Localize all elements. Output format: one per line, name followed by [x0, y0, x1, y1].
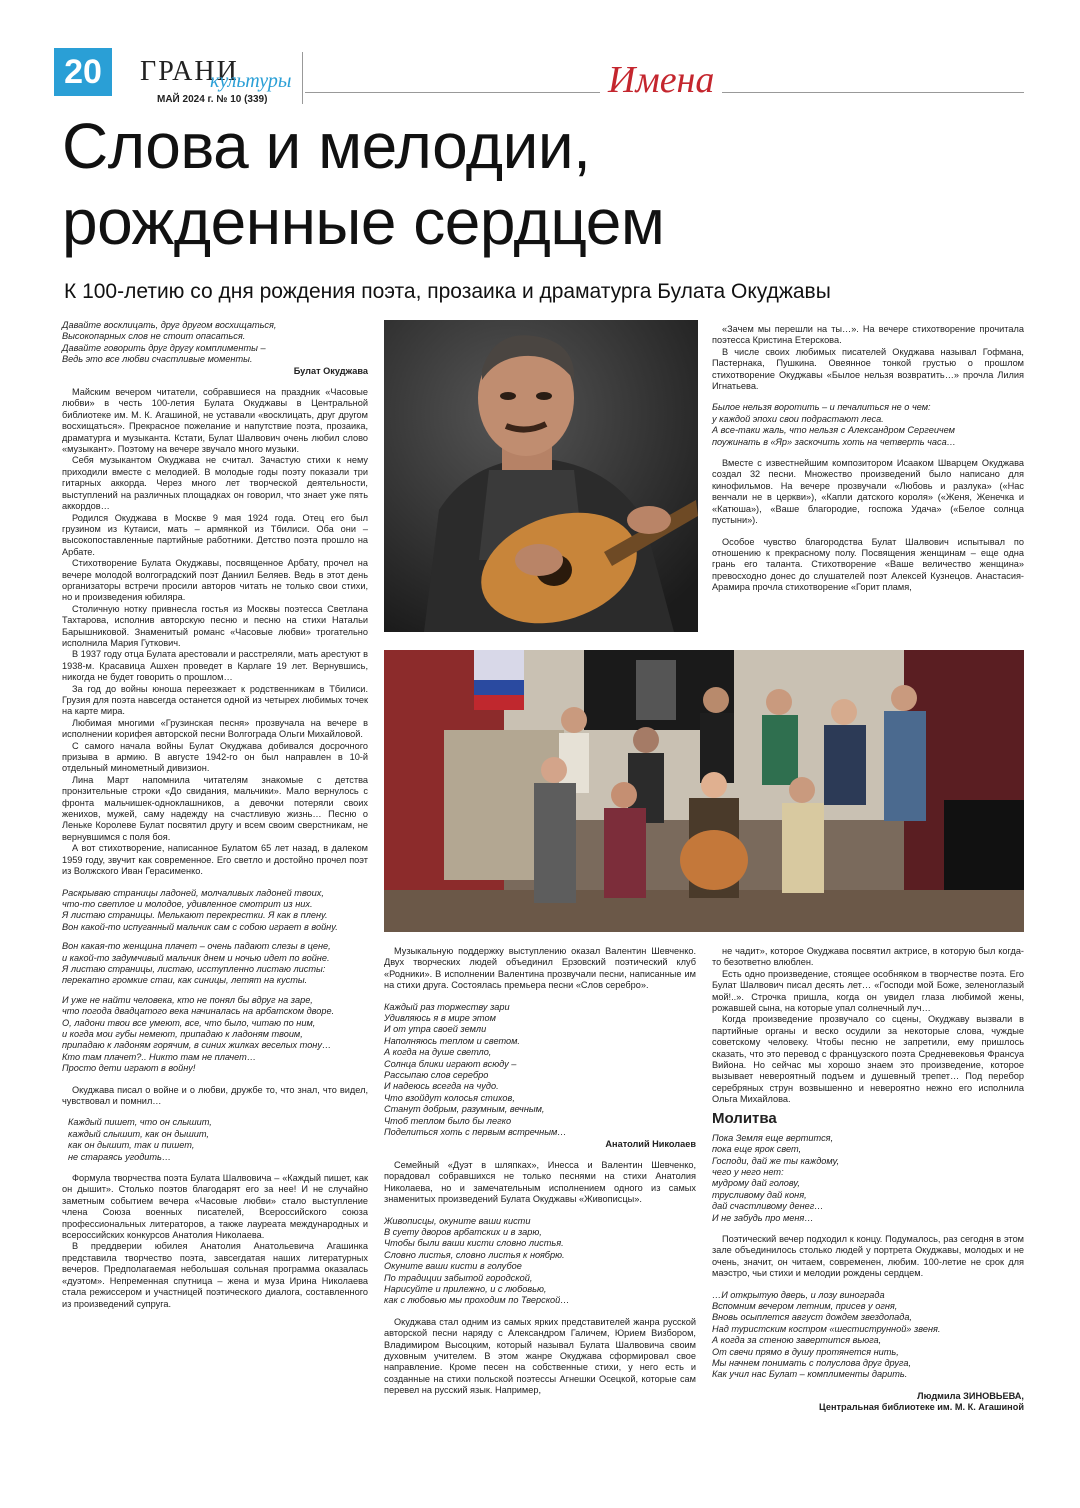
poem-author: Анатолий Николаев	[605, 1138, 696, 1149]
poem-line: Окуните ваши кисти в голубое	[384, 1261, 522, 1272]
poem-line: пока еще ярок свет,	[712, 1144, 802, 1155]
poem-line: В суету дворов арбатских и в зарю,	[384, 1226, 542, 1237]
column-1	[62, 320, 368, 1310]
section-rubric: Имена	[600, 58, 722, 102]
paragraph: А вот стихотворение, написанное Булатом 65 лет назад, в далеком 1959 году, звучит как современное. Его светло и достойно прочел поэт из Волжского Иван Герасименко.	[62, 843, 368, 877]
poem-line: у каждой эпохи свои подрастают леса.	[712, 413, 884, 424]
paragraph: Поэтический вечер подходил к концу. Подумалось, раз сегодня в этом зале объединилось столько людей у портрета Окуджавы, молодых и не очень, значит, он читаем, современен, любим. 100-летие не срок для маэстро, чьи стихи и мелодии рождены сердцем.	[712, 1233, 1024, 1279]
poem-line: По традиции забытой городской,	[384, 1272, 533, 1283]
poem-line: И уже не найти человека, кто не понял бы вдруг на заре,	[62, 994, 313, 1005]
paragraph: «Зачем мы перешли на ты…». На вечере стихотворение прочитала поэтесса Кристина Етерскова.	[712, 324, 1024, 346]
paragraph: Когда произведение прозвучало со сцены, Окуджаву вызвали в партийные органы и веско осудили за некоторые слова, чуждые советскому человеку. Чтобы песню не запретили, ему пришлось сказать, что это перевод с французского поэта Средневековья Франсуа Вийона. Но сейчас мы хорошо знаем это произведение, которое вызывает невероятный подъем и душевный трепет… Под перебор серебряных струн возвышенно и невероятно нежно его исполнила Ольга Михайлова.	[712, 1014, 1024, 1105]
poem-line: как он дышит, так и пишет,	[68, 1140, 195, 1151]
paragraph: Родился Окуджава в Москве 9 мая 1924 года. Отец его был грузином из Кутаиси, мать – армянкой из Тбилиси. Оба они – высокопоставленные партийные работники. Детство поэта прошло на Арбате.	[62, 512, 368, 557]
poem-line	[62, 987, 368, 995]
poem-line: чего у него нет:	[712, 1166, 784, 1177]
epigraph-line: Давайте говорить друг другу комплименты –	[62, 342, 266, 353]
paragraph: Столичную нотку привнесла гостья из Москвы поэтесса Светлана Тахтарова, исполнив авторскую песню и песню на стихи Натальи Барышниковой. Знаменитый романс «Часовые любви» трогательно исполнила Мария Гуткович.	[62, 603, 368, 648]
epigraph-author: Булат Окуджава	[293, 365, 368, 376]
poem-line: Вспомним вечером летним, присев у огня,	[712, 1300, 898, 1311]
column-1-paragraphs-end	[62, 1173, 368, 1310]
headline-line-1: Слова и мелодии,	[62, 110, 591, 182]
paragraph: В 1937 году отца Булата арестовали и расстреляли, мать арестуют в 1938-м. Красавица Ашхен проведет в Карлаге 19 лет. Вернувшись, никогда не будет говорить о прошлом…	[62, 649, 368, 683]
paragraph: Музыкальную поддержку выступлению оказал Валентин Шевченко. Двух творческих людей объединил Ерзовский поэтический клуб «Родники». В исполнении Валентина прозвучали песни, написанные им на стихи друга. Состоялась премьера песни «Слов серебро».	[384, 946, 696, 991]
poem-line: Станут добрым, разумным, вечным,	[384, 1104, 545, 1115]
poem-line: Нарисуйте и прилежно, и с любовью,	[384, 1283, 547, 1294]
poem-line: Чтоб теплом было бы легко	[384, 1115, 512, 1126]
paragraph: Особое чувство благородства Булат Шалвович испытывал по отношению к прекрасному полу. Посвящения женщинам – еще одна грань его таланта. Стихотворение «Ваше величество женщина» превосходно донес до слушателей поэт Алексей Кузнецов. Анастасия-Арамира прочла стихотворение «Горит пламя,	[712, 536, 1024, 593]
paragraph: Любимая многими «Грузинская песня» прозвучала на вечере в исполнении корифея авторской песни Волгограда Ольги Михайловой.	[62, 717, 368, 740]
column-3-top	[712, 324, 1024, 594]
group-photo-illustration	[384, 650, 1024, 932]
poem-line: Вон какая-то женщина плачет – очень падают слезы в цене,	[62, 941, 331, 952]
poem-line: Господи, дай же ты каждому,	[712, 1155, 840, 1166]
poem-line: Каждый пишет, что он слышит,	[68, 1117, 212, 1128]
poem-line: Мы начнем понимать с полуслова друг друга,	[712, 1358, 912, 1368]
paragraph: Майским вечером читатели, собравшиеся на праздник «Часовые любви» в честь 100-летия Булата Окуджавы в Центральной библиотеке им. М. К. Агашиной, не уставали «восклицать, друг другом восхищаться». Прекрасное пожелание и напутствие поэта, прозаика, драматурга и музыканта. Кстати, Булат Шалвович очень любил слово «музыкант». Поэтому на вечере звучало много музыки.	[62, 387, 368, 455]
poem-line: Солнца блики играют всюду –	[384, 1058, 517, 1069]
poem-line: Удивляюсь я в мире этом	[384, 1013, 496, 1024]
poem-line: и какой-то задумчивый мальчик днем и ночью идет по войне.	[62, 952, 330, 963]
paragraph: Вместе с известнейшим композитором Исааком Шварцем Окуджава создал 32 песни. Множество произведений было написано для кинофильмов. На вечере прозвучали «Любовь и разлука» («Нас венчали не в церкви»), «Капли датского короля» («Женя, Женечка и «Катюша»), «Ваше благородие, госпожа Удача» («Белое солнца пустыни»).	[712, 458, 1024, 526]
poem-line: дай счастливому денег…	[712, 1201, 824, 1212]
poem-line: не стараясь угодить…	[68, 1151, 172, 1162]
portrait-illustration	[384, 320, 698, 632]
poem-finale	[712, 1290, 1024, 1381]
epigraph-line: Давайте восклицать, друг другом восхищаться,	[62, 320, 277, 330]
paragraph: Лина Март напомнила читателям знакомые с детства пронзительные строки «До свидания, мальчики». Мало вернулось с фронта мальчишек-одноклашников, а девочки потеряли своих женихов, мужей, саму надежду на счастливую жизнь… Песню о Леньке Королеве Булат посвятил другу и всем своим сверстникам, не вернувшимся с поля боя.	[62, 774, 368, 842]
article-author: Людмила ЗИНОВЬЕВА,	[917, 1390, 1024, 1401]
poem-line: Я листаю страницы, листаю, исступленно листаю листы:	[62, 963, 326, 974]
poem-line: …И открытую дверь, и лозу винограда	[712, 1289, 885, 1300]
paragraph: Себя музыкантом Окуджава не считал. Зачастую стихи к нему приходили вместе с мелодией. В молодые годы поэту показали три гитарных аккорда. Через много лет творческой деятельности, выступлений на различных площадках он говорил, что знает уже пять аккордов…	[62, 455, 368, 512]
poem-molitva	[712, 1133, 1024, 1224]
poem-line: Кто там плачет?.. Никто там не плачет…	[62, 1051, 257, 1062]
poem-line: припадаю к ладоням горячим, в синих жилках веселых тону…	[62, 1040, 332, 1051]
poem-line: А когда на душе светло,	[384, 1047, 492, 1058]
poem-line: и когда мои губы немеют, припадаю к ладоням твоим,	[62, 1028, 303, 1039]
poem-line: Я листаю страницы. Мелькают перекрестки. Я как в плену.	[62, 910, 328, 921]
poem-line: Наполняюсь теплом и светом.	[384, 1035, 520, 1046]
poem-line: Как учил нас Булат – комплименты дарить.	[712, 1369, 908, 1380]
poem-line: мудрому дай голову,	[712, 1178, 800, 1189]
poem-line: что погода двадцатого века начиналась на арбатском дворе.	[62, 1006, 335, 1017]
poem-line: что-то светлое и молодое, удивленное смотрит из них.	[62, 898, 313, 909]
poem-line: как с любовью мы проходим по Тверской…	[384, 1295, 570, 1306]
paragraph: Стихотворение Булата Окуджавы, посвященное Арбату, прочел на вечере молодой волгоградский поэт Даниил Беляев. Ведь в этот день организаторы встречи просили авторов читать не только свои стихи, но и произведения юбиляра.	[62, 558, 368, 603]
poem-line: поужинать в «Яр» заскочить хоть на четверть часа…	[712, 436, 956, 447]
article-subtitle: К 100-летию со дня рождения поэта, прозаика и драматурга Булата Окуджавы	[64, 280, 831, 303]
poem-line: Живописцы, окуните ваши кисти	[384, 1215, 531, 1226]
poem-line: Каждый раз торжеству зари	[384, 1001, 510, 1012]
headline-line-2: рожденные сердцем	[62, 186, 665, 258]
poem-line: Пока Земля еще вертится,	[712, 1132, 834, 1143]
poem-line: Раскрываю страницы ладоней, молчаливых ладоней твоих,	[62, 887, 324, 898]
poem-line: Рассыпаю слов серебро	[384, 1070, 489, 1081]
paragraph: С самого начала войны Булат Окуджава добивался досрочного призыва в армию. В августе 1942-го он был направлен в 10-й отдельный минометный дивизион.	[62, 740, 368, 774]
poem-line: Над туристским костром «шестиструнной» звеня.	[712, 1323, 941, 1334]
paragraph: Семейный «Дуэт в шляпках», Инесса и Валентин Шевченко, порадовал собравшихся не только песнями на стихи Анатолия Николаева, но и замечательным исполнением одного из самых знаменитых произведений Булата Окуджавы «Живописцы».	[384, 1159, 696, 1205]
paragraph: Окуджава стал одним из самых ярких представителей жанра русской авторской песни наряду с Александром Галичем, Юрием Визбором, Владимиром Высоцким, который называл Булата Шалвовича своим духовным учителем. В этом жанре Окуджава сформировал свое направление. Кроме песен на собственные стихи, у него есть и созданные на стихи польской поэтессы Агнешки Осецкой, которые сам перевел на русский язык. Например,	[384, 1316, 696, 1396]
article-author-org: Центральная библиотеке им. М. К. Агашиной	[819, 1402, 1024, 1413]
header-divider-vertical	[302, 52, 303, 104]
epigraph-line: Высокопарных слов не стоит опасаться.	[62, 331, 246, 342]
page-number: 20	[54, 48, 112, 96]
poem-line: А все-таки жаль, что нельзя с Александром Сергеичем	[712, 425, 955, 436]
poem-zhivopiscy	[384, 1216, 696, 1307]
epigraph	[62, 320, 368, 366]
column-3-bottom	[712, 946, 1024, 1414]
column-2	[384, 946, 696, 1397]
paragraph: За год до войны юноша переезжает к родственникам в Тбилиси. Грузия для поэта навсегда останется одной из четырех любимых точек на карте мира.	[62, 683, 368, 717]
poem-line: Чтобы были ваши кисти словно листья.	[384, 1238, 564, 1249]
poem-byloe	[712, 402, 1024, 448]
prayer-heading: Молитва	[712, 1109, 777, 1127]
poem-kazhdyi-pishet	[62, 1117, 368, 1163]
logo-main-text: ГРАНИ	[140, 56, 239, 87]
poem-line: И не забудь про меня…	[712, 1212, 814, 1223]
poem-ladoni	[62, 888, 368, 1075]
poem-line: Вон какой-то испуганный мальчик сам с собою играет в войну.	[62, 921, 338, 932]
article-headline	[62, 108, 1022, 260]
poem-line: От свечи прямо в душу протянется нить,	[712, 1346, 899, 1357]
poem-line	[62, 933, 368, 941]
paragraph: не чадит», которое Окуджава посвятил актрисе, в которую был когда-то безответно влюблен.	[712, 946, 1024, 968]
photo-group-event	[384, 650, 1024, 932]
issue-info: МАЙ 2024 г. № 10 (339)	[157, 94, 268, 105]
poem-line: А когда за стеною завертится вьюга,	[712, 1335, 882, 1346]
epigraph-line: Ведь это все любви счастливые моменты.	[62, 354, 253, 365]
poem-line: И надеюсь всегда на чудо.	[384, 1081, 499, 1092]
poem-line: Поделиться хоть с первым встречным…	[384, 1127, 567, 1138]
poem-line: перекатно громкие стаи, как синицы, летят на кусты.	[62, 975, 308, 986]
poem-line: Что взойдут колосья стихов,	[384, 1092, 515, 1103]
poem-slov-serebro	[384, 1002, 696, 1139]
poem-line: Словно листья, словно листья к ноябрю.	[384, 1249, 565, 1260]
paragraph: Есть одно произведение, стоящее особняком в творчестве поэта. Его Булат Шалвович писал десять лет… «Господи мой Боже, зеленоглазый мой!..». Строчка пришла, когда он увидел глаза любимой жены, рожавшей сына, на которые упал солнечный луч…	[712, 968, 1024, 1014]
paragraph: Окуджава писал о войне и о любви, дружбе то, что знал, что видел, чувствовал и помнил…	[62, 1084, 368, 1106]
column-1-paragraphs	[62, 387, 368, 877]
photo-okudzhava-guitar	[384, 320, 698, 632]
poem-line: Просто дети играют в войну!	[62, 1063, 196, 1074]
poem-line: каждый слышит, как он дышит,	[68, 1128, 209, 1139]
poem-line: О, ладони твои все умеют, все, что было, читаю по ним,	[62, 1017, 316, 1028]
paragraph: В преддверии юбилея Анатолия Анатольевича Агашинка представила творчество поэта, завсегдатая наших литературных вечеров. Предполагаемая небольшая сольная программа оказалась «дуэтом». Непременная спутница – жена и муза Ирина Николаева стала режиссером и участницей поэтического диалога, составленного из произведений супруга.	[62, 1241, 368, 1309]
paragraph: Формула творчества поэта Булата Шалвовича – «Каждый пишет, как он дышит». Столько поэтов благодарят его за нее! И не случайно заметным событием вечера «Часовые любви» стало выступление члена Союза военных писателей, Всероссийского союза профессиональных литераторов, а также лауреата международных и всероссийских конкурсов Анатолия Николаева.	[62, 1173, 368, 1241]
poem-line: И от утра своей земли	[384, 1024, 487, 1035]
paragraph: В числе своих любимых писателей Окуджава называл Гофмана, Пастернака, Пушкина. Овеянное тонкой грустью о прошлом стихотворение Окуджавы «Былое нельзя возвратить…» прочла Лилия Игнатьева.	[712, 346, 1024, 392]
poem-line: трусливому дай коня,	[712, 1189, 807, 1200]
poem-line: Былое нельзя воротить – и печалиться не о чем:	[712, 402, 931, 413]
logo-script-text: культуры	[210, 70, 292, 92]
poem-line: Вновь осыплется август дождем звездопада,	[712, 1312, 912, 1323]
